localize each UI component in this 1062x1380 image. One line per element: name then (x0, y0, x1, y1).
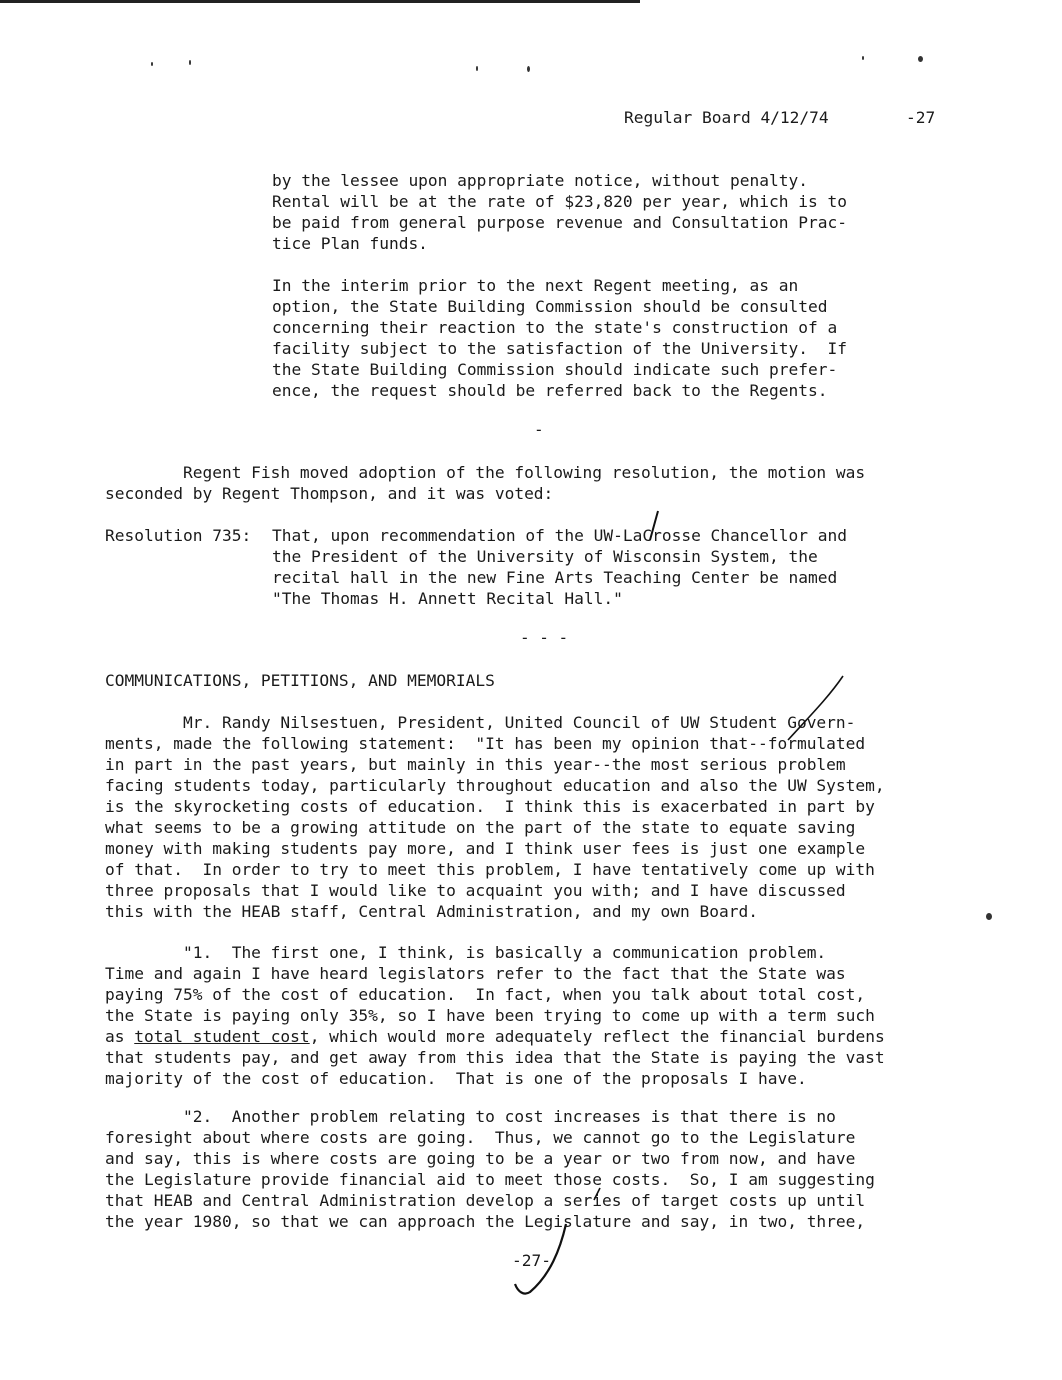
text-line: the Legislature provide financial aid to meet those costs. So, I am suggesting (105, 1170, 875, 1189)
text-line: the President of the University of Wisconsin System, the (272, 547, 818, 566)
text-line: recital hall in the new Fine Arts Teaching Center be named (272, 568, 838, 587)
text-line: seconded by Regent Thompson, and it was voted: (105, 484, 554, 503)
section-separator: - (534, 420, 544, 439)
text-line: facility subject to the satisfaction of the University. If (272, 339, 847, 358)
text-line: ence, the request should be referred back to the Regents. (272, 381, 828, 400)
text-line: Regent Fish moved adoption of the following resolution, the motion was (105, 463, 866, 482)
text-line: that HEAB and Central Administration develop a series of target costs up until (105, 1191, 866, 1210)
text-line: Rental will be at the rate of $23,820 per year, which is to (272, 192, 847, 211)
text-line: option, the State Building Commission should be consulted (272, 297, 828, 316)
text-line: "1. The first one, I think, is basically a communication problem. (105, 943, 827, 962)
text-line: "The Thomas H. Annett Recital Hall." (272, 589, 623, 608)
text-line: That, upon recommendation of the UW-LaCrosse Chancellor and (272, 526, 847, 545)
text-line: the year 1980, so that we can approach the Legislature and say, in two, three, (105, 1212, 866, 1231)
scan-speck (151, 62, 153, 66)
text-line: be paid from general purpose revenue and Consultation Prac- (272, 213, 847, 232)
text-line: what seems to be a growing attitude on the part of the state to equate saving (105, 818, 856, 837)
footer-page-number: -27- (512, 1251, 551, 1270)
text-line: money with making students pay more, and I think user fees is just one example (105, 839, 866, 858)
text-line: in part in the past years, but mainly in this year--the most serious problem (105, 755, 846, 774)
text-line: facing students today, particularly throughout education and also the UW System, (105, 776, 885, 795)
text-line: concerning their reaction to the state's construction of a (272, 318, 838, 337)
text-line: is the skyrocketing costs of education. I think this is exacerbated in part by (105, 797, 875, 816)
text-line: this with the HEAB staff, Central Administration, and my own Board. (105, 902, 758, 921)
text-line: tice Plan funds. (272, 234, 428, 253)
text-line: Mr. Randy Nilsestuen, President, United Council of UW Student Govern- (105, 713, 856, 732)
text-line: by the lessee upon appropriate notice, without penalty. (272, 171, 809, 190)
text-line: "2. Another problem relating to cost increases is that there is no (105, 1107, 836, 1126)
text-span: , which would more adequately reflect the financial burdens (309, 1027, 885, 1046)
scan-speck (476, 66, 478, 71)
text-line: foresight about where costs are going. Thus, we cannot go to the Legislature (105, 1128, 856, 1147)
text-line: the State Building Commission should indicate such prefer- (272, 360, 838, 379)
page-reference: -27 (906, 108, 936, 127)
scan-speck (527, 66, 530, 72)
text-line: the State is paying only 35%, so I have been trying to come up with a term such (105, 1006, 875, 1025)
scan-speck (918, 56, 923, 62)
text-line: ments, made the following statement: "It has been my opinion that--formulated (105, 734, 866, 753)
scan-speck (986, 913, 992, 920)
scan-top-rule (0, 0, 640, 3)
underlined-term: total student cost (134, 1027, 310, 1046)
text-span: as (105, 1027, 135, 1046)
text-line: Time and again I have heard legislators refer to the fact that the State was (105, 964, 846, 983)
text-line: and say, this is where costs are going to be a year or two from now, and have (105, 1149, 856, 1168)
text-line: paying 75% of the cost of education. In fact, when you talk about total cost, (105, 985, 866, 1004)
text-line: majority of the cost of education. That is one of the proposals I have. (105, 1069, 807, 1088)
scan-speck (862, 56, 864, 60)
section-heading: COMMUNICATIONS, PETITIONS, AND MEMORIALS (105, 671, 495, 690)
section-separator: - - - (520, 628, 569, 647)
scan-speck (189, 60, 191, 65)
text-line: that students pay, and get away from this idea that the State is paying the vast (105, 1048, 885, 1067)
resolution-label: Resolution 735: (105, 526, 252, 545)
text-line: three proposals that I would like to acquaint you with; and I have discussed (105, 881, 846, 900)
text-line: of that. In order to try to meet this problem, I have tentatively come up with (105, 860, 875, 879)
text-line (105, 1027, 885, 1048)
text-line: In the interim prior to the next Regent meeting, as an (272, 276, 799, 295)
meeting-header: Regular Board 4/12/74 (624, 108, 829, 127)
